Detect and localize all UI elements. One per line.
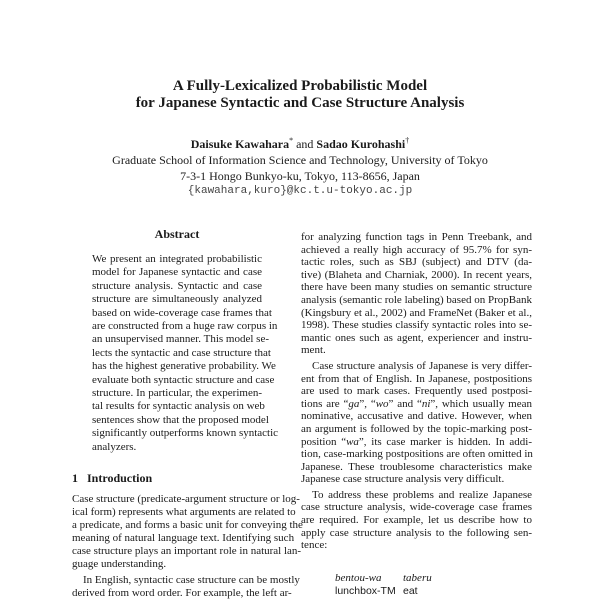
author-1: Daisuke Kawahara bbox=[190, 137, 290, 151]
text-line: a predicate, and forms a basic unit for conveying the bbox=[72, 519, 303, 531]
text-line: an unsupervised manner. This model se- bbox=[92, 333, 269, 346]
text-line: achieved a really high accuracy of 95.7% for syn- bbox=[301, 243, 532, 256]
text-line: apply case structure analysis to the following sen- bbox=[301, 526, 532, 539]
text-line: nominative, accusative and dative. However, when bbox=[301, 410, 532, 423]
section-title: Introduction bbox=[87, 471, 153, 485]
text-line: lects the syntactic and case structure that bbox=[92, 346, 271, 359]
introduction-body bbox=[72, 493, 303, 600]
text-line: To address these problems and realize Japanese bbox=[312, 488, 532, 501]
text-line: We present an integrated probabilistic bbox=[92, 253, 262, 265]
abstract-heading: Abstract bbox=[154, 227, 200, 241]
section-number: 1 bbox=[72, 471, 78, 485]
text-line: derived from word order. For example, the left ar- bbox=[72, 587, 292, 599]
text-line: tactic roles, such as SBJ (subject) and DTV (da- bbox=[301, 256, 532, 269]
abstract-body bbox=[92, 253, 279, 454]
text-line: model for Japanese syntactic and case bbox=[92, 266, 262, 279]
text-line: an argument is followed by the topic-marking post- bbox=[301, 422, 532, 435]
text-line: Japanese. These troublesome characteristics make bbox=[301, 460, 532, 473]
text-line: mantic ones such as agent, experiencer and instru- bbox=[301, 331, 532, 344]
text-line: sentences show that the proposed model bbox=[92, 413, 269, 426]
example-gloss-row bbox=[335, 585, 471, 598]
text-line: In English, syntactic case structure can be mostly bbox=[83, 574, 300, 586]
text-line: meaning of natural language text. Identifying such bbox=[72, 532, 295, 544]
author-2: Sadao Kurohashi bbox=[316, 137, 406, 151]
text-line: are required. For example, let us describe how to bbox=[301, 514, 532, 527]
example-word-1: bentou-wa bbox=[335, 572, 382, 584]
text-line: case structure analysis, wide-coverage case frames bbox=[301, 501, 532, 514]
text-line: tence: bbox=[301, 539, 328, 552]
text-line: structure are simultaneously analyzed bbox=[92, 293, 262, 306]
author-2-footnote-mark: † bbox=[405, 136, 410, 145]
text-line: case structure plays an important role in natural lan- bbox=[72, 545, 302, 557]
text-line: Case structure analysis of Japanese is very differ- bbox=[312, 359, 532, 372]
text-line: are constructed from a huge raw corpus in bbox=[92, 320, 278, 333]
introduction-heading bbox=[72, 471, 282, 493]
text-line: guage understanding. bbox=[72, 558, 167, 570]
right-column bbox=[301, 231, 532, 552]
italic-term: wo bbox=[375, 397, 389, 410]
text-line bbox=[301, 398, 532, 411]
text-line: tal results for syntactic analysis on web bbox=[92, 400, 265, 413]
example-gloss-2: eat bbox=[403, 585, 418, 597]
example-word-2: taberu bbox=[403, 572, 432, 584]
text-line: analysis (semantic role labeling) based on PropBank bbox=[301, 293, 532, 306]
text-line: structure analysis. Syntactic and case bbox=[92, 279, 262, 292]
author-1-footnote-mark: * bbox=[289, 136, 294, 145]
text-line: ical form) represents what arguments are related to bbox=[72, 506, 296, 518]
text-line: there have been many studies on semantic structure bbox=[301, 281, 532, 294]
paragraph bbox=[301, 489, 532, 552]
paper-title-line-2: for Japanese Syntactic and Case Structure Analysis bbox=[135, 95, 465, 111]
paragraph bbox=[301, 360, 532, 486]
text-line: Japanese case structure analysis very difficult. bbox=[301, 473, 505, 486]
text-line: ent from that of English. In Japanese, postpositions bbox=[301, 372, 532, 385]
text-line: significantly outperforms known syntactic bbox=[92, 427, 279, 440]
text-line: are used to mark cases. Frequently used postposi- bbox=[301, 385, 532, 398]
abstract-section bbox=[92, 227, 279, 454]
text-line: for analyzing function tags in Penn Treebank, and bbox=[301, 231, 532, 243]
italic-term: ni bbox=[421, 397, 431, 410]
text-line: based on wide-coverage case frames that bbox=[92, 306, 272, 319]
paper-title-line-1: A Fully-Lexicalized Probabilistic Model bbox=[172, 78, 428, 94]
right-column-body bbox=[301, 231, 532, 552]
text-segment: ”, “ bbox=[359, 397, 376, 410]
text-segment: position “ bbox=[301, 435, 347, 448]
text-line: ment. bbox=[301, 344, 326, 357]
text-line: analyzers. bbox=[92, 440, 137, 453]
affiliation: Graduate School of Information Science and Technology, University of Tokyo bbox=[112, 153, 488, 167]
text-line: has the highest generative probability. We bbox=[92, 360, 276, 373]
text-line: tion, case-marking postpositions are often omitted in bbox=[301, 448, 533, 461]
example-gloss-1: lunchbox-TM bbox=[335, 585, 396, 597]
authors bbox=[0, 136, 600, 152]
paragraph bbox=[92, 253, 279, 454]
example-japanese-row bbox=[335, 572, 471, 585]
italic-term: wa bbox=[346, 435, 359, 448]
text-line: (Kingsbury et al., 2002) and FrameNet (Baker et al., bbox=[301, 306, 532, 319]
authors-and: and bbox=[296, 137, 314, 151]
email: {kawahara,kuro}@kc.t.u-tokyo.ac.jp bbox=[187, 185, 413, 197]
text-line: structure. In particular, the experimen- bbox=[92, 387, 262, 400]
example-sentence bbox=[335, 572, 471, 598]
text-segment: tions are “ bbox=[301, 397, 349, 410]
text-line: 1998). These studies classify syntactic roles into se- bbox=[301, 319, 532, 332]
text-segment: ”, its case marker is hidden. In addi- bbox=[358, 435, 532, 448]
introduction-section bbox=[72, 471, 303, 600]
italic-term: ga bbox=[348, 397, 360, 410]
text-line: evaluate both syntactic structure and case bbox=[92, 373, 275, 386]
text-line bbox=[301, 436, 532, 449]
paragraph bbox=[72, 574, 300, 600]
address: 7-3-1 Hongo Bunkyo-ku, Tokyo, 113-8656, Japan bbox=[180, 169, 420, 183]
text-line: Case structure (predicate-argument structure or log- bbox=[72, 493, 300, 505]
paragraph bbox=[301, 231, 532, 357]
text-segment: ” and “ bbox=[388, 397, 422, 410]
text-line: tive) (Blaheta and Charniak, 2000). In recent years, bbox=[301, 268, 532, 281]
paragraph bbox=[72, 493, 303, 571]
text-segment: ”, which usually mean bbox=[430, 397, 532, 410]
